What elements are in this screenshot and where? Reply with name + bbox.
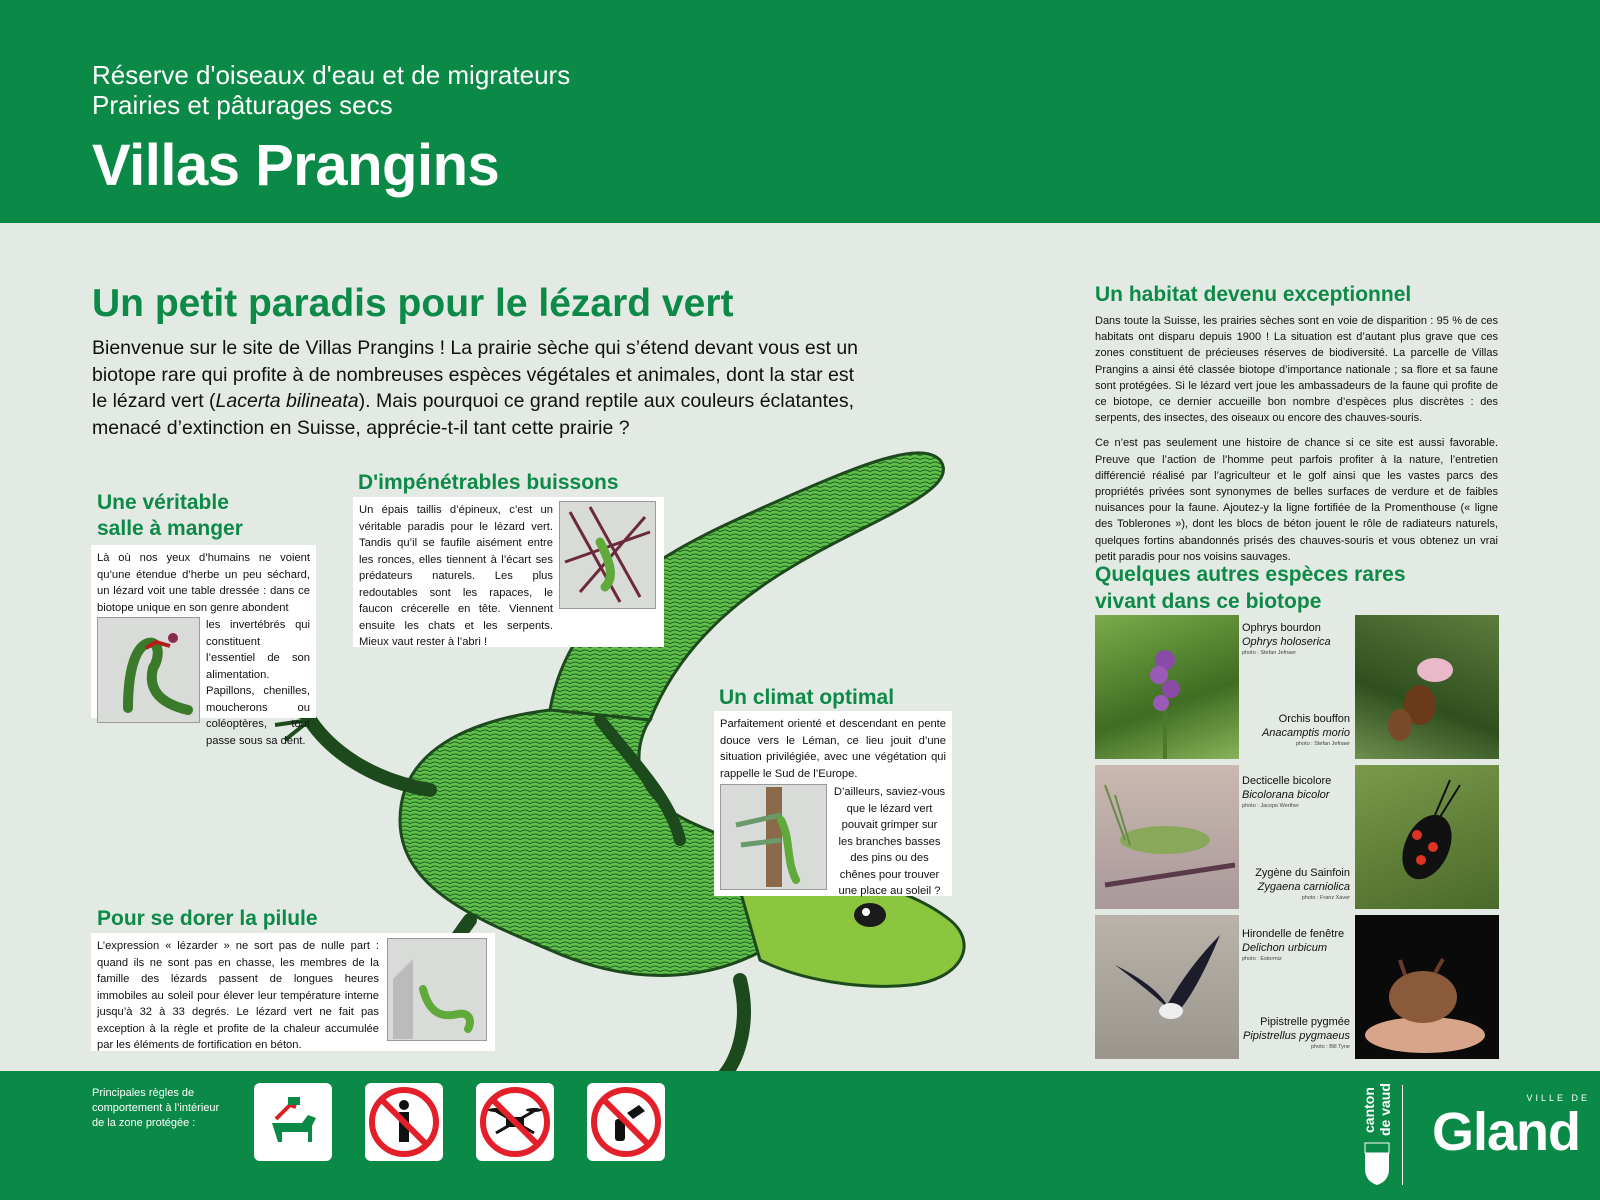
dog-on-leash-icon: [254, 1083, 332, 1161]
pilule-text: L’expression « lézarder » ne sort pas de nulle part : quand ils ne sont pas en chasse, les membres de la famille des lézards passent de longues heures immobiles au soleil pour élever leur température interne jusqu’à 32 à 33 degrés. Le lézard vert ne fait pas exception à la règle et profite de la chaleur accumulée par les éléments de fortification en béton.: [97, 940, 379, 1051]
photo-ophrys-bourdon: [1095, 615, 1239, 759]
subtitle-prairies: Prairies et pâturages secs: [92, 90, 393, 120]
habitat-heading: Un habitat devenu exceptionnel: [1095, 283, 1412, 306]
buissons-text-box: [353, 497, 664, 647]
header-banner: [0, 0, 1600, 223]
climat-text-box: [714, 711, 952, 896]
salle-heading: Une véritable salle à manger: [97, 491, 243, 540]
no-drone-icon: [476, 1083, 554, 1161]
pilule-text-box: [91, 933, 495, 1051]
lizard-in-brambles-illustration: [559, 501, 656, 609]
page-title: Villas Prangins: [92, 133, 500, 198]
intro-line: Bienvenue sur le site de Villas Prangins ! La prairie sèche qui s’étend devant vous est un: [92, 337, 859, 359]
habitat-paragraph: Ce n’est pas seulement une histoire de chance si ce site est aussi favorable. Preuve que l’action de l’homme peut parfois profiter à la nature, l’entretien différencié réalisé par l’agriculteur et le golf ainsi que les vastes parcs des propriétés privées sont synonymes de belles surfaces de verdure et de faibles nuisances pour la faune. Ajoutez-y la ligne fortifiée de la Promenthouse (« ligne des Toblerones »), dont les blocs de béton jouent le rôle de radiateurs naturels, quelques fortins abandonnés prisés des chauves-souris et vous obtenez un vrai petit paradis pour nos voisins sauvages.: [1095, 437, 1498, 563]
species-heading: Quelques autres espèces rares vivant dans ce biotope: [1095, 563, 1406, 613]
caption-orchis: Orchis bouffon Anacamptis morio photo : Stefan Jefnaer: [1261, 713, 1350, 747]
photo-decticelle-bicolore: [1095, 765, 1239, 909]
intro-paragraph: [92, 335, 962, 441]
salle-text: Là où nos yeux d’humains ne voient qu’une étendue d’herbe un peu séchard, un lézard voit une table dressée : dans ce biotope unique en son genre abondent: [97, 552, 310, 614]
salle-text-box: [91, 545, 316, 747]
photo-zygene-du-sainfoin: [1355, 765, 1499, 909]
lizard-eating-illustration: [97, 617, 200, 723]
climat-text-side: D’ailleurs, saviez-vous que le lézard vert pouvait grimper sur les branches basses des pins ou des chênes pour trouver une place au soleil ?: [833, 786, 946, 897]
canton-vaud-logo: [1357, 1081, 1397, 1191]
intro-heading: Un petit paradis pour le lézard vert: [92, 282, 734, 325]
intro-line: le lézard vert (Lacerta bilineata). Mais pourquoi ce grand reptile aux couleurs éclatantes,: [92, 390, 855, 412]
pilule-heading: Pour se dorer la pilule: [97, 907, 318, 930]
ville-de-label: VILLE DE: [1526, 1093, 1590, 1103]
lizard-on-tree-illustration: [720, 784, 827, 890]
intro-line: menacé d’extinction en Suisse, apprécie-t-il tant cette prairie ?: [92, 416, 630, 439]
gland-logo: Gland: [1432, 1102, 1581, 1162]
subtitle-reserve: Réserve d'oiseaux d'eau et de migrateurs: [92, 60, 571, 90]
intro-line: biotope rare qui profite à de nombreuses espèces végétales et animales, dont la star est: [92, 363, 855, 386]
caption-ophrys: Ophrys bourdon Ophrys holoserica photo : Stefan Jefnaer: [1242, 622, 1331, 656]
logo-divider: [1402, 1085, 1403, 1185]
photo-hirondelle-de-fenetre: [1095, 915, 1239, 1059]
rules-text: Principales règles de comportement à l’intérieur de la zone protégée :: [92, 1087, 220, 1129]
no-littering-icon: [587, 1083, 665, 1161]
caption-decticelle: Decticelle bicolore Bicolorana bicolor photo : Jacopo Werther: [1242, 775, 1332, 809]
habitat-paragraph: Dans toute la Suisse, les prairies sèches sont en voie de disparition : 95 % de ces habitats ont disparu depuis 1900 ! La situation est d’autant plus grave que ces zones constituent de précieuses réserves de biodiversité. La parcelle de Villas Prangins a ainsi été classée biotope d’importance nationale ; sa flore et sa faune sont protégées. Si le lézard vert joue les ambassadeurs de la faune qui profite de ce biotope, ce dernier accueille bon nombre d’espèces plus discrètes : des serpents, des insectes, des oiseaux ou encore des chauves-souris.: [1095, 315, 1498, 425]
footer-banner: [0, 1071, 1600, 1200]
buissons-text: Un épais taillis d’épineux, c’est un véritable paradis pour le lézard vert. Tandis qu’il se faufile aisément entre les ronces, elles tiennent à l’écart ses prédateurs naturels. Les plus redoutables sont les rapaces, le faucon crécerelle en tête. Viennent ensuite les chats et les serpents. Mieux vaut rester à l’abri !: [359, 504, 553, 648]
climat-heading: Un climat optimal: [719, 686, 895, 709]
caption-pipistrelle: Pipistrelle pygmée Pipistrellus pygmaeus photo : Bill Tyne: [1243, 1016, 1350, 1050]
photo-orchis-bouffon: [1355, 615, 1499, 759]
lizard-sunbathing-illustration: [387, 938, 487, 1041]
climat-text: Parfaitement orienté et descendant en pente douce vers le Léman, ce lieu jouit d’une situation privilégiée, avec une végétation qui rappelle le Sud de l’Europe.: [720, 718, 946, 780]
salle-text-side: les invertébrés qui constituent l’essentiel de son alimentation. Papillons, chenilles, moucherons ou coléoptères, tout passe sous sa dent.: [206, 619, 310, 747]
latin-name: Lacerta bilineata: [215, 390, 359, 412]
no-walking-icon: [365, 1083, 443, 1161]
photo-pipistrelle-pygmee: [1355, 915, 1499, 1059]
canton-vaud-wordmark: canton de vaud: [1361, 1083, 1393, 1137]
caption-zygene: Zygène du Sainfoin Zygaena carniolica photo : Franz Xaver: [1255, 867, 1350, 901]
buissons-heading: D'impénétrables buissons: [358, 471, 619, 494]
habitat-text: [1095, 313, 1498, 565]
caption-hirondelle: Hirondelle de fenêtre Delichon urbicum photo : Estormiz: [1242, 928, 1345, 962]
